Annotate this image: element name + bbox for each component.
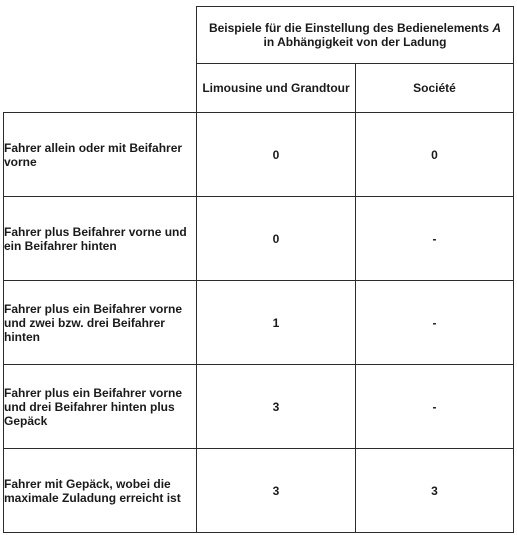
value-cell: - xyxy=(356,281,514,365)
row-label: Fahrer allein oder mit Beifahrer vorne xyxy=(4,113,197,197)
table-row xyxy=(4,197,514,281)
group-header-cell xyxy=(197,7,514,64)
value-cell: 0 xyxy=(356,113,514,197)
table-row xyxy=(4,449,514,533)
group-header-line2: in Abhängigkeit von der Ladung xyxy=(263,35,447,49)
table-row xyxy=(4,281,514,365)
row-label: Fahrer plus ein Beifahrer vorne und drei Beifahrer hinten plus Gepäck xyxy=(4,365,197,449)
column-header-societe: Société xyxy=(356,64,514,113)
column-header-limousine: Limousine und Grandtour xyxy=(197,64,356,113)
empty-corner-cell xyxy=(4,7,197,113)
table-row xyxy=(4,113,514,197)
control-variable: A xyxy=(492,21,502,35)
value-cell: 3 xyxy=(197,365,356,449)
row-label: Fahrer mit Gepäck, wobei die maximale Zuladung erreicht ist xyxy=(4,449,197,533)
group-header-line1: Beispiele für die Einstellung des Bedienelements xyxy=(208,21,493,35)
row-label: Fahrer plus ein Beifahrer vorne und zwei bzw. drei Beifahrer hinten xyxy=(4,281,197,365)
value-cell: 0 xyxy=(197,113,356,197)
row-label: Fahrer plus Beifahrer vorne und ein Beifahrer hinten xyxy=(4,197,197,281)
value-cell: 1 xyxy=(197,281,356,365)
value-cell: - xyxy=(356,365,514,449)
table-row xyxy=(4,365,514,449)
value-cell: - xyxy=(356,197,514,281)
load-settings-table xyxy=(3,6,514,533)
value-cell: 3 xyxy=(197,449,356,533)
value-cell: 0 xyxy=(197,197,356,281)
group-header-row xyxy=(4,7,514,64)
value-cell: 3 xyxy=(356,449,514,533)
